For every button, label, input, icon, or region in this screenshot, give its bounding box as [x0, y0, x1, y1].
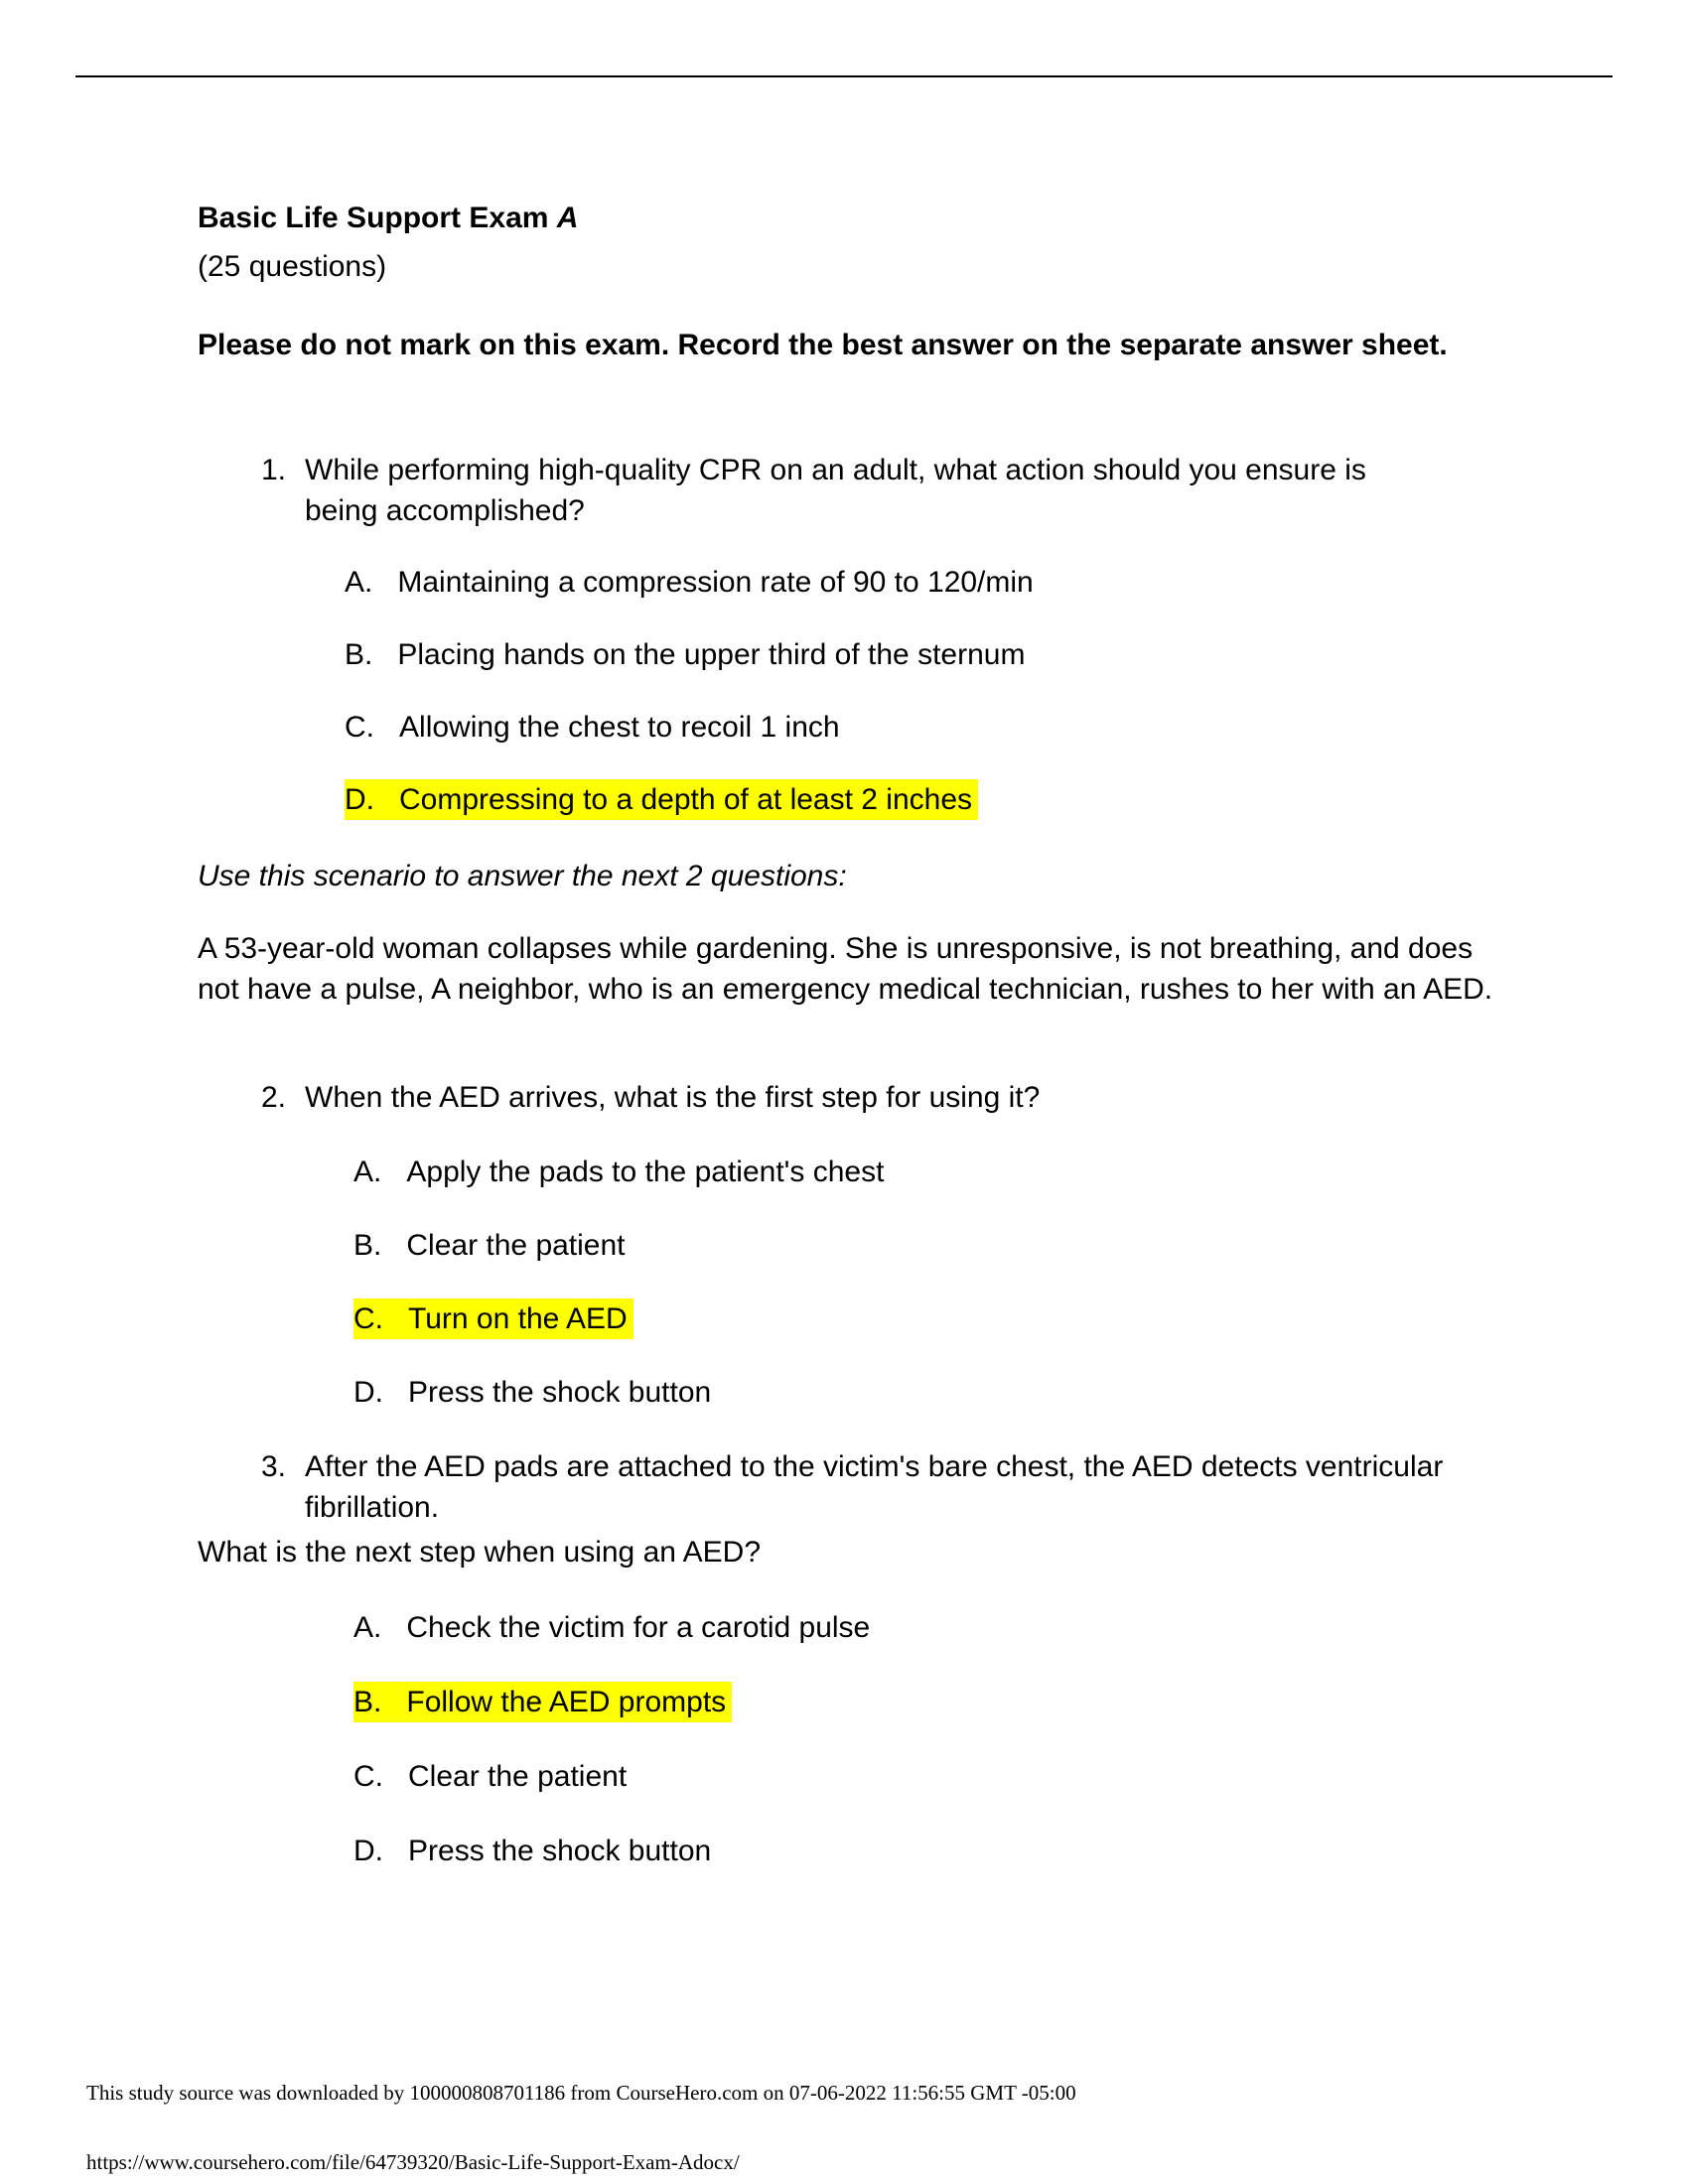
- option-text: Press the shock button: [408, 1835, 712, 1867]
- option-letter: D.: [353, 1376, 383, 1409]
- question-1-number: 1.: [260, 454, 286, 486]
- question-3-number: 3.: [260, 1450, 286, 1483]
- question-1-text: While performing high-quality CPR on an adult, what action should you ensure is being accomplished?: [305, 454, 1366, 527]
- option-text: Turn on the AED: [408, 1302, 628, 1335]
- option-text: Maintaining a compression rate of 90 to 120/min: [397, 566, 1034, 599]
- question-1-option-a: [345, 562, 1034, 603]
- option-letter: B.: [345, 638, 373, 671]
- question-1-option-c: [345, 707, 840, 748]
- option-text: Compressing to a depth of at least 2 inches: [399, 783, 973, 816]
- question-1-option-d-highlighted: [345, 779, 978, 820]
- scenario-intro: Use this scenario to answer the next 2 questions:: [198, 860, 847, 892]
- download-source-line: This study source was downloaded by 100000808701186 from CourseHero.com on 07-06-2022 11:56:55 GMT -05:00: [86, 2081, 1076, 2105]
- option-text: Clear the patient: [406, 1229, 626, 1262]
- question-2-option-a: [353, 1152, 884, 1192]
- option-text: Check the victim for a carotid pulse: [406, 1611, 871, 1644]
- exam-title-suffix: A: [556, 202, 579, 234]
- question-count: (25 questions): [198, 250, 387, 283]
- option-letter: C.: [345, 711, 374, 744]
- option-text: Follow the AED prompts: [406, 1686, 727, 1718]
- option-letter: D.: [353, 1835, 383, 1867]
- exam-title-text: Basic Life Support Exam: [198, 202, 549, 234]
- option-text: Press the shock button: [408, 1376, 712, 1409]
- option-letter: D.: [345, 783, 374, 816]
- source-url-link[interactable]: https://www.coursehero.com/file/64739320/Basic-Life-Support-Exam-Adocx/: [86, 2150, 740, 2174]
- question-3-text: After the AED pads are attached to the victim's bare chest, the AED detects ventricular fibrillation.: [305, 1450, 1444, 1524]
- question-2-option-d: [353, 1372, 711, 1413]
- instructions: Please do not mark on this exam. Record the best answer on the separate answer sheet.: [198, 329, 1448, 361]
- option-letter: C.: [353, 1760, 383, 1793]
- option-text: Placing hands on the upper third of the sternum: [397, 638, 1026, 671]
- question-2-text: When the AED arrives, what is the first step for using it?: [305, 1081, 1041, 1114]
- scenario-text: A 53-year-old woman collapses while gardening. She is unresponsive, is not breathing, and does not have a pulse, A neighbor, who is an emergency medical technician, rushes to her with an AED.: [198, 932, 1493, 1006]
- option-text: Allowing the chest to recoil 1 inch: [399, 711, 840, 744]
- option-text: Apply the pads to the patient's chest: [406, 1156, 885, 1188]
- option-letter: B.: [353, 1686, 382, 1718]
- exam-title: [198, 202, 578, 235]
- option-letter: A.: [353, 1156, 382, 1188]
- question-3-option-b-highlighted: [353, 1682, 732, 1722]
- option-letter: B.: [353, 1229, 382, 1262]
- question-3-followup: What is the next step when using an AED?: [198, 1536, 761, 1569]
- question-2-number: 2.: [260, 1081, 286, 1114]
- question-3-option-a: [353, 1607, 870, 1648]
- question-2-option-b: [353, 1225, 626, 1266]
- option-letter: C.: [353, 1302, 383, 1335]
- question-2-option-c-highlighted: [353, 1298, 633, 1339]
- header-rule: [75, 75, 1613, 77]
- question-3-option-d: [353, 1831, 711, 1871]
- question-1-option-b: [345, 634, 1025, 675]
- option-text: Clear the patient: [408, 1760, 628, 1793]
- option-letter: A.: [353, 1611, 382, 1644]
- option-letter: A.: [345, 566, 373, 599]
- question-3-option-c: [353, 1756, 627, 1797]
